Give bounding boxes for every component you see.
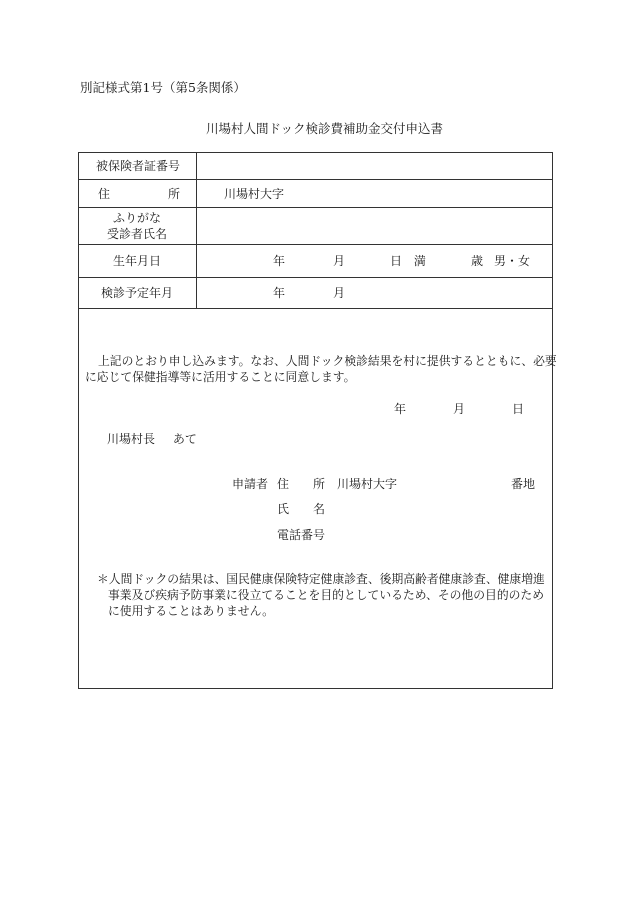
applicant-name-label-left: 氏 xyxy=(277,502,290,516)
birth-day-age-unit: 日 満 xyxy=(390,254,426,268)
row-divider xyxy=(78,179,553,180)
consent-text-line1: 上記のとおり申し込みます。なお、人間ドック検診結果を村に提供するとともに、必要 xyxy=(98,354,557,368)
row-divider xyxy=(78,207,553,208)
privacy-note-line1: ＊人間ドックの結果は、国民健康保険特定健康診査、後期高齢者健康診査、健康増進 xyxy=(97,572,545,586)
row-divider xyxy=(78,244,553,245)
applicant-name-label-right: 名 xyxy=(313,502,326,516)
privacy-note-line3: に使用することはありません。 xyxy=(108,604,274,618)
consent-text-line2: に応じて保健指導等に活用することに同意します。 xyxy=(85,370,356,384)
table-border-left xyxy=(78,152,79,689)
furigana-label: ふりがな xyxy=(113,211,162,225)
application-month-unit: 月 xyxy=(453,402,466,416)
applicant-address-suffix: 番地 xyxy=(511,477,536,491)
applicant-label: 申請者 xyxy=(232,477,269,491)
exam-month-unit: 月 xyxy=(333,286,346,300)
applicant-address-value[interactable]: 川場村大字 xyxy=(337,477,398,491)
birth-month-unit: 月 xyxy=(333,254,346,268)
insurance-number-label: 被保険者証番号 xyxy=(96,159,181,173)
applicant-phone-label: 電話番号 xyxy=(277,528,326,542)
exam-year-unit: 年 xyxy=(273,286,286,300)
examinee-name-label: 受診者氏名 xyxy=(107,227,168,241)
insurance-number-field[interactable] xyxy=(200,155,548,177)
address-label-right: 所 xyxy=(168,187,181,201)
exam-scheduled-label: 検診予定年月 xyxy=(101,286,174,300)
table-border-bottom xyxy=(78,688,553,689)
address-label-left: 住 xyxy=(98,187,111,201)
applicant-address-label-right: 所 xyxy=(313,477,326,491)
row-divider xyxy=(78,308,553,309)
table-border-top xyxy=(78,152,553,153)
row-divider xyxy=(78,277,553,278)
privacy-note-line2: 事業及び疾病予防事業に役立てることを目的としているため、その他の目的のため xyxy=(108,588,545,602)
application-year-unit: 年 xyxy=(394,402,407,416)
table-border-right xyxy=(552,152,553,689)
examinee-name-field[interactable] xyxy=(200,210,548,242)
form-title: 川場村人間ドック検診費補助金交付申込書 xyxy=(206,121,444,136)
applicant-address-label-left: 住 xyxy=(277,477,290,491)
column-divider xyxy=(196,152,197,308)
form-number: 別記様式第1号（第5条関係） xyxy=(80,80,246,95)
birth-year-unit: 年 xyxy=(273,254,286,268)
age-unit: 歳 xyxy=(471,254,484,268)
address-value[interactable]: 川場村大字 xyxy=(224,187,285,201)
gender-choice[interactable]: 男・女 xyxy=(494,254,531,268)
addressee: 川場村長 あて xyxy=(107,432,197,446)
application-day-unit: 日 xyxy=(512,402,525,416)
birthdate-label: 生年月日 xyxy=(113,254,162,268)
